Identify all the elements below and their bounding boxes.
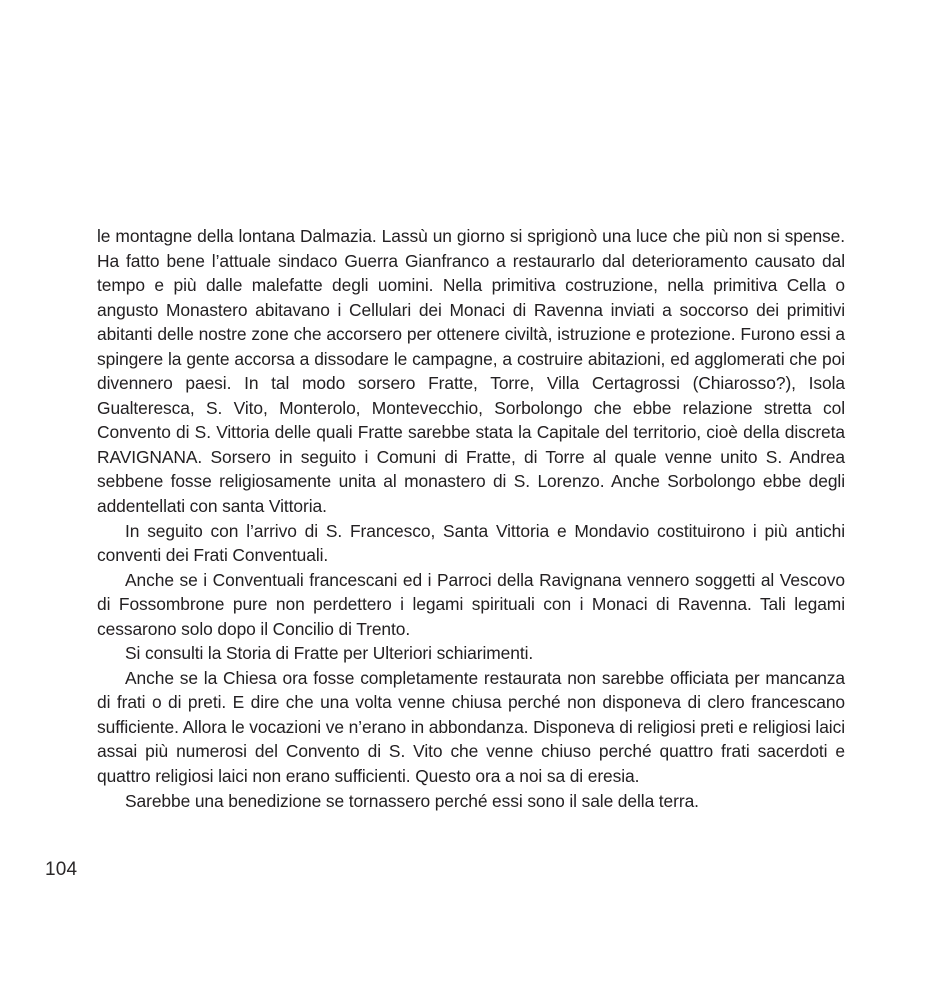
paragraph-storia-fratte: Si consulti la Storia di Fratte per Ulteriori schiarimenti. <box>125 643 534 664</box>
paragraph-chiesa: Anche se la Chiesa ora fosse completamente restaurata non sarebbe officiata per mancanza di frati o di preti. E dire che una volta venne chiusa perché non disponeva di clero francescano sufficiente. Allora le vocazioni ve n’erano in abbondanza. Disponeva di religiosi preti e religiosi laici assai più numerosi del Convento di S. Vito che venne chiuso perché quattro frati sacerdoti e quattro religiosi laici non erano sufficienti. Questo ora a noi sa di eresia. <box>97 667 845 787</box>
paragraph-conventuali: Anche se i Conventuali francescani ed i Parroci della Ravignana vennero soggetti al Vescovo di Fossombrone pure non perdettero i legami spirituali con i Monaci di Ravenna. Tali legami cessarono solo dopo il Concilio di Trento. <box>97 569 845 639</box>
paragraph-benedizione: Sarebbe una benedizione se tornassero perché essi sono il sale della terra. <box>125 790 699 811</box>
paragraph-continuation: le montagne della lontana Dalmazia. Lassù un giorno si sprigionò una luce che più non si spense. Ha fatto bene l’attuale sindaco Guerra Gianfranco a restaurarlo dal deterioramento causato dal tempo e più dalle malefatte degli uomini. Nella primitiva costruzione, nella primitiva Cella o angusto Monastero abitavano i Cellulari dei Monaci di Ravenna inviati a soccorso dei primitivi abitanti delle nostre zone che accorsero per ottenere civiltà, istruzione e protezione. Furono essi a spingere la gente accorsa a dissodare le campagne, a costruire abitazioni, ed agglomerati che poi divennero paesi. In tal modo sorsero Fratte, Torre, Villa Certagrossi (Chiarosso?), Isola Gualteresca, S. Vito, Monterolo, Montevecchio, Sorbolongo che ebbe relazione stretta col Convento di S. Vittoria delle quali Fratte sarebbe stata la Capitale del territorio, cioè della discreta RAVIGNANA. Sorsero in seguito i Comuni di Fratte, di Torre al quale venne unito S. Andrea sebbene fosse religiosamente unita al monastero di S. Lorenzo. Anche Sorbolongo ebbe degli addentellati con santa Vittoria. <box>97 226 845 517</box>
body-text-block <box>97 224 845 813</box>
page-number-folio: 104 <box>45 859 78 880</box>
paragraph-francesco: In seguito con l’arrivo di S. Francesco, Santa Vittoria e Mondavio costituirono i più antichi conventi dei Frati Conventuali. <box>97 520 845 566</box>
